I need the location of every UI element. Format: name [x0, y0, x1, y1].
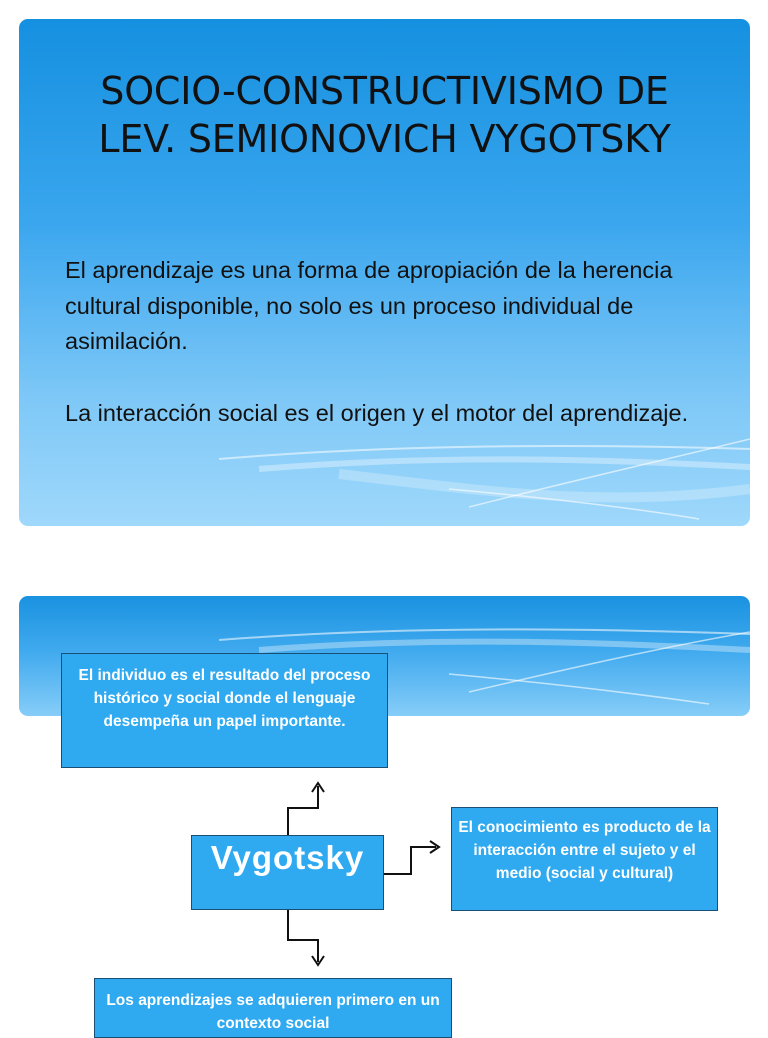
slide-title — [19, 67, 750, 163]
slide-body — [65, 253, 725, 467]
title-line-2: LEV. SEMIONOVICH VYGOTSKY — [98, 117, 671, 161]
slide-1 — [19, 19, 750, 526]
concept-box-vygotsky: Vygotsky — [191, 835, 384, 910]
concept-box-conocimiento: El conocimiento es producto de la interacción entre el sujeto y el medio (social y cultural) — [451, 807, 718, 911]
concept-box-individuo: El individuo es el resultado del proceso histórico y social donde el lenguaje desempeña un papel importante. — [61, 653, 388, 768]
paragraph-1: El aprendizaje es una forma de apropiación de la herencia cultural disponible, no solo es un proceso individual de asimilación. — [65, 257, 673, 354]
concept-box-aprendizajes: Los aprendizajes se adquieren primero en un contexto social — [94, 978, 452, 1038]
title-line-1: SOCIO-CONSTRUCTIVISMO DE — [100, 69, 669, 113]
paragraph-2: La interacción social es el origen y el motor del aprendizaje. — [65, 399, 689, 426]
